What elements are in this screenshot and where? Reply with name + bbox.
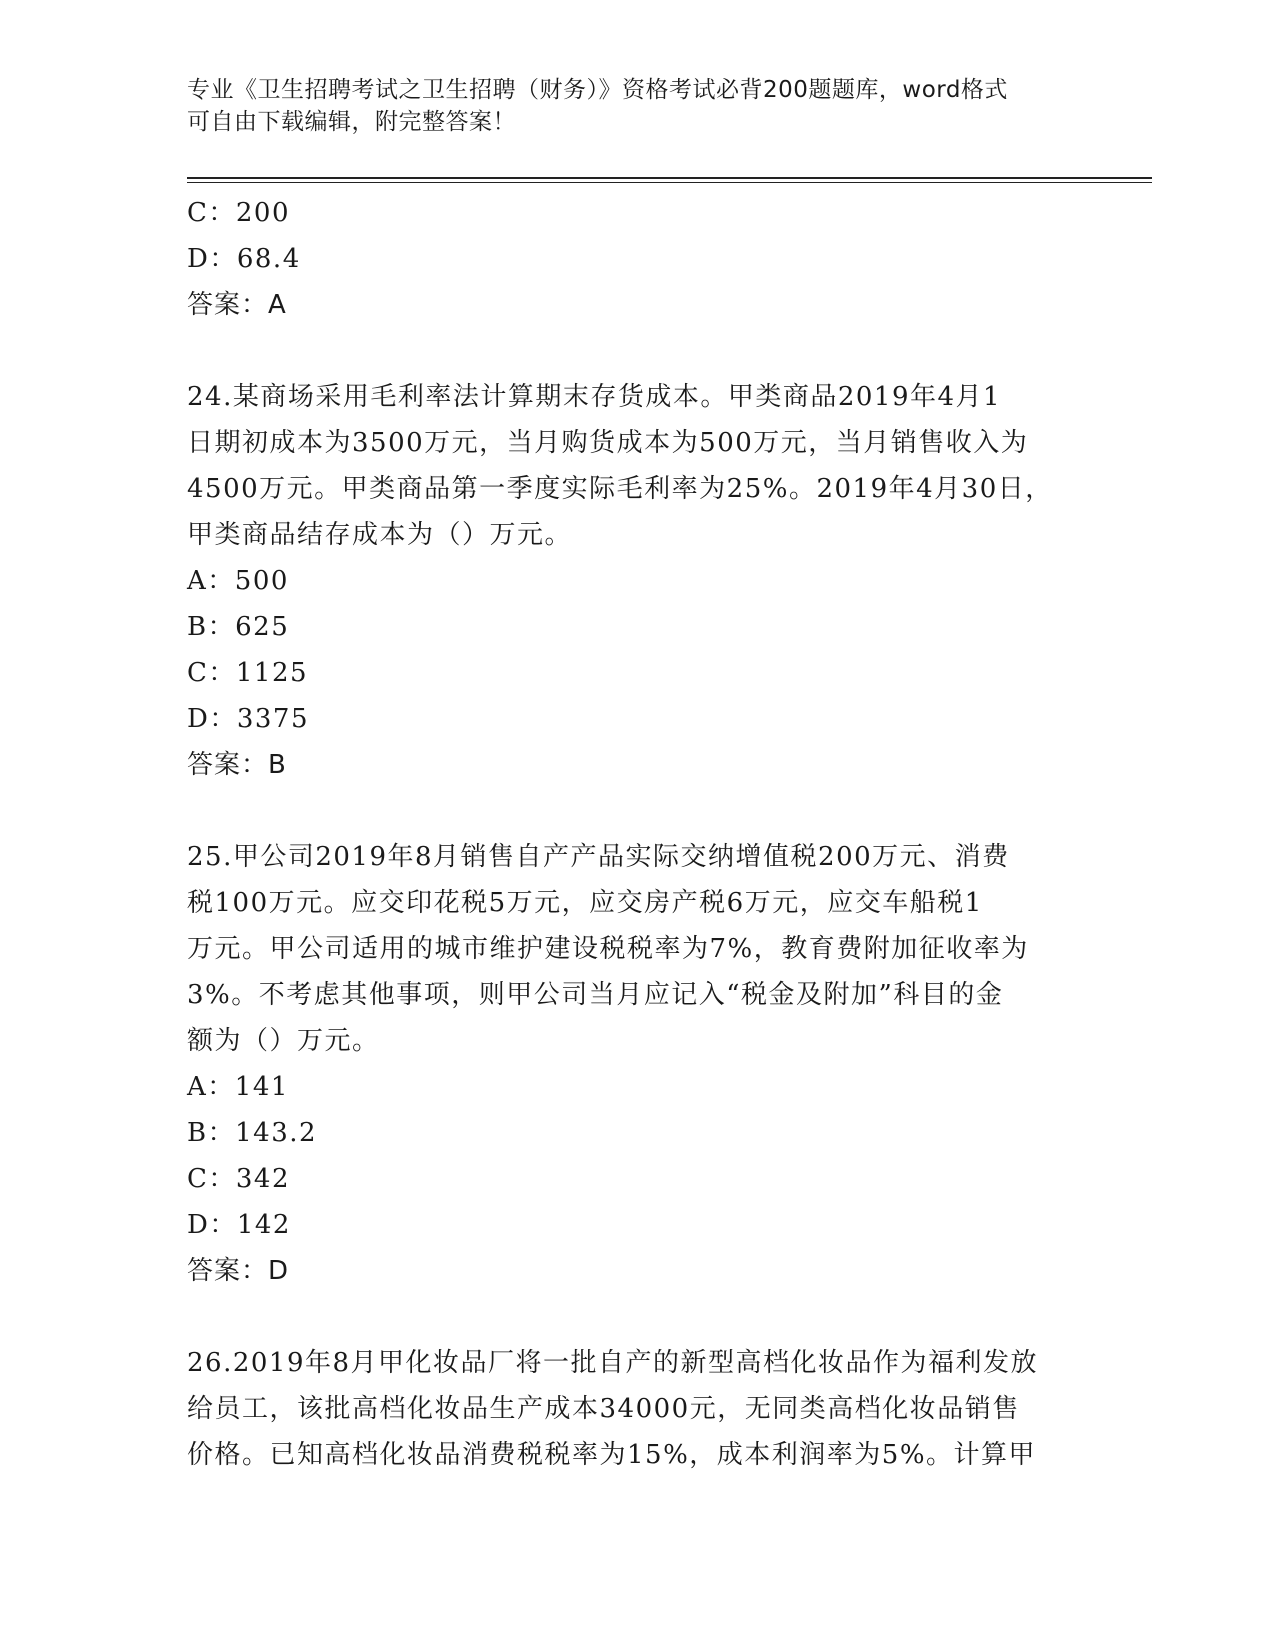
question-text-line: 价格。已知高档化妆品消费税税率为15%，成本利润率为5%。计算甲	[187, 1440, 1037, 1470]
option-d: D：142	[187, 1210, 291, 1240]
document-body	[187, 190, 1087, 1478]
header-title-line-1: 专业《卫生招聘考试之卫生招聘（财务）》资格考试必背200题题库，word格式	[187, 77, 1008, 103]
option-b: B：143.2	[187, 1118, 318, 1148]
question-24	[187, 374, 1077, 788]
question-text-line: 日期初成本为3500万元，当月购货成本为500万元，当月销售收入为	[187, 428, 1029, 458]
option-a: A：500	[187, 566, 289, 596]
answer-line: 答案：B	[187, 750, 287, 780]
option-c: C：1125	[187, 658, 309, 688]
previous-question-tail	[187, 190, 1087, 328]
option-d: D：3375	[187, 704, 310, 734]
question-text-line: 甲类商品结存成本为（）万元。	[187, 520, 573, 550]
header-divider-thin	[187, 182, 1152, 183]
question-26	[187, 1340, 1077, 1478]
question-text-line: 万元。甲公司适用的城市维护建设税税率为7%，教育费附加征收率为	[187, 934, 1029, 964]
answer-line: 答案：A	[187, 290, 287, 320]
question-text-line: 24.某商场采用毛利率法计算期末存货成本。甲类商品2019年4月1	[187, 382, 1002, 412]
question-25	[187, 834, 1077, 1294]
document-header	[187, 74, 1067, 138]
question-text-line: 4500万元。甲类商品第一季度实际毛利率为25%。2019年4月30日，	[187, 474, 1053, 504]
option-c: C：200	[187, 198, 291, 228]
question-text-line: 额为（）万元。	[187, 1026, 380, 1056]
question-text-line: 26.2019年8月甲化妆品厂将一批自产的新型高档化妆品作为福利发放	[187, 1348, 1039, 1378]
answer-line: 答案：D	[187, 1256, 290, 1286]
option-c: C：342	[187, 1164, 291, 1194]
spacer	[187, 788, 1087, 834]
spacer	[187, 1294, 1087, 1340]
option-d: D：68.4	[187, 244, 301, 274]
header-title-line-2: 可自由下载编辑，附完整答案！	[187, 109, 516, 135]
question-text-line: 25.甲公司2019年8月销售自产产品实际交纳增值税200万元、消费	[187, 842, 1010, 872]
option-a: A：141	[187, 1072, 289, 1102]
question-text-line: 税100万元。应交印花税5万元，应交房产税6万元，应交车船税1	[187, 888, 983, 918]
question-text-line: 3%。不考虑其他事项，则甲公司当月应记入“税金及附加”科目的金	[187, 980, 1004, 1010]
question-text-line: 给员工，该批高档化妆品生产成本34000元，无同类高档化妆品销售	[187, 1394, 1020, 1424]
spacer	[187, 328, 1087, 374]
header-divider-thick	[187, 177, 1152, 179]
option-b: B：625	[187, 612, 290, 642]
